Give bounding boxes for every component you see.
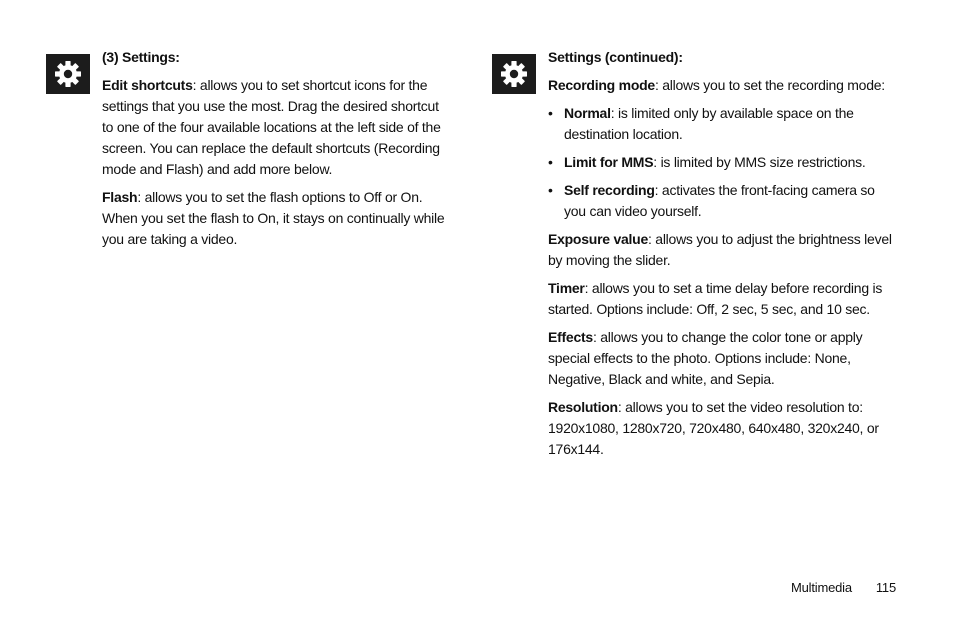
- paragraph-effects: [548, 327, 894, 390]
- paragraph-exposure-value: [548, 229, 894, 271]
- bullet-limit-for-mms: [548, 152, 894, 173]
- desc-recording-mode: : allows you to set the recording mode:: [654, 77, 885, 93]
- desc-limit-for-mms: : is limited by MMS size restrictions.: [653, 154, 866, 170]
- desc-normal: : is limited only by available space on the destination location.: [564, 105, 854, 142]
- desc-exposure-value: : allows you to adjust the brightness level by moving the slider.: [548, 231, 892, 268]
- term-edit-shortcuts: Edit shortcuts: [102, 77, 193, 93]
- desc-resolution: : allows you to set the video resolution to: 1920x1080, 1280x720, 720x480, 640x480, 320x240, or 176x144.: [548, 399, 879, 457]
- term-normal: Normal: [564, 105, 611, 121]
- bullet-dot: •: [548, 182, 553, 198]
- settings-gear-icon-left: [46, 54, 90, 94]
- paragraph-edit-shortcuts: [102, 75, 448, 180]
- page-footer: [791, 579, 896, 597]
- term-effects: Effects: [548, 329, 593, 345]
- paragraph-timer: [548, 278, 894, 320]
- term-resolution: Resolution: [548, 399, 618, 415]
- term-flash: Flash: [102, 189, 138, 205]
- bullet-normal: [548, 103, 894, 145]
- gear-icon: [499, 59, 529, 89]
- right-column: [548, 47, 894, 467]
- paragraph-flash: [102, 187, 448, 250]
- desc-flash: : allows you to set the flash options to Off or On. When you set the flash to On, it stays on continually while you are taking a video.: [102, 189, 445, 247]
- gear-icon: [53, 59, 83, 89]
- section-heading-settings-continued: Settings (continued):: [548, 49, 683, 65]
- term-limit-for-mms: Limit for MMS: [564, 154, 654, 170]
- bullet-dot: •: [548, 105, 553, 121]
- desc-self-recording: : activates the front-facing camera so you can video yourself.: [564, 182, 875, 219]
- bullet-dot: •: [548, 154, 553, 170]
- desc-edit-shortcuts: : allows you to set shortcut icons for the settings that you use the most. Drag the desired shortcut to one of the four available locations at the left side of the screen. You can replace the default shortcuts (Recording mode and Flash) and add more below.: [102, 77, 441, 177]
- desc-effects: : allows you to change the color tone or apply special effects to the photo. Options include: None, Negative, Black and white, and Sepia.: [548, 329, 863, 387]
- section-heading-settings: (3) Settings:: [102, 49, 180, 65]
- page-number: 115: [875, 580, 896, 595]
- paragraph-recording-mode: [548, 75, 894, 96]
- term-recording-mode: Recording mode: [548, 77, 655, 93]
- paragraph-resolution: [548, 397, 894, 460]
- bullet-self-recording: [548, 180, 894, 222]
- settings-gear-icon-right: [492, 54, 536, 94]
- left-column: [102, 47, 448, 257]
- desc-timer: : allows you to set a time delay before recording is started. Options include: Off, 2 sec, 5 sec, and 10 sec.: [548, 280, 883, 317]
- term-exposure-value: Exposure value: [548, 231, 648, 247]
- footer-section-name: Multimedia: [791, 580, 852, 595]
- term-timer: Timer: [548, 280, 585, 296]
- term-self-recording: Self recording: [564, 182, 655, 198]
